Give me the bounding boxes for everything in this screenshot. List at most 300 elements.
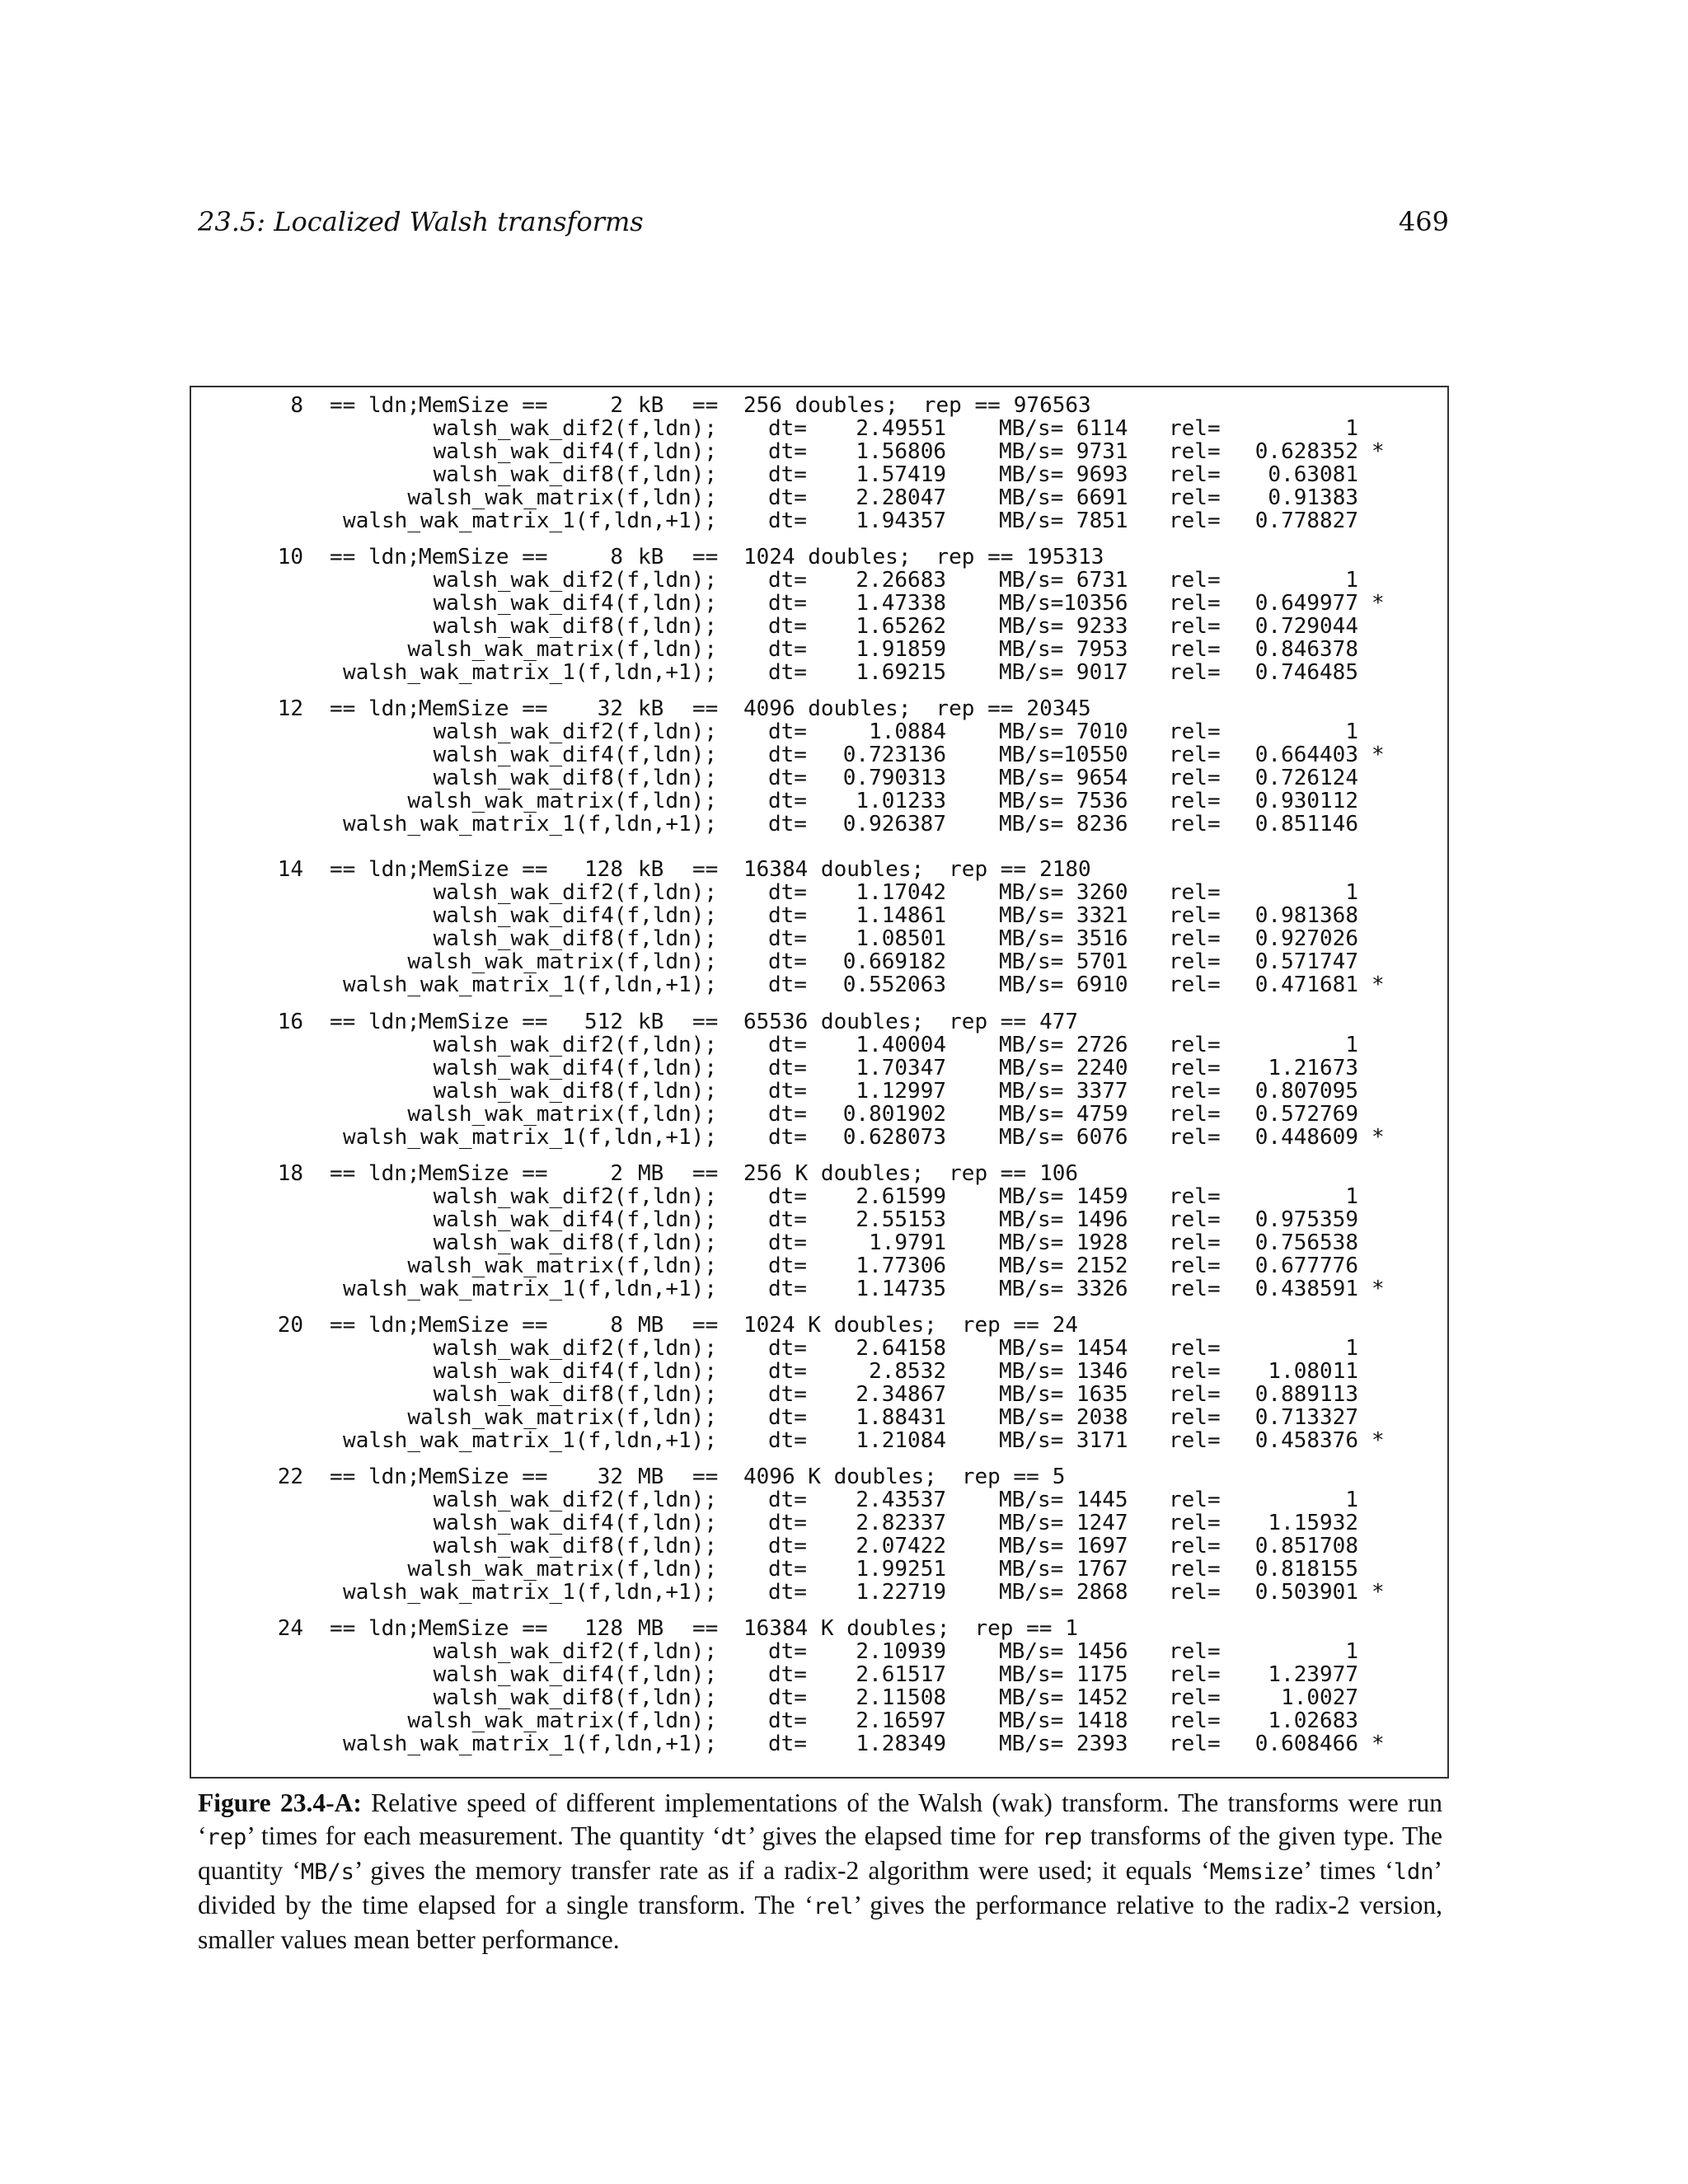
rel-label: rel= [1169,1428,1221,1453]
rel-value: 0.930112 [1254,789,1358,813]
memsize-value: 32 [597,696,623,721]
rel-value: 0.807095 [1254,1079,1358,1104]
dt-value: 1.40004 [856,1033,946,1057]
ldn-label: == ldn; [330,1313,420,1338]
function-call: walsh_wak_matrix(f,ldn); [407,1557,717,1582]
timing-row [191,1663,1447,1686]
block-header [191,1617,1447,1640]
memsize-value: 8 [610,545,623,569]
timing-row [191,927,1447,950]
rel-value: 0.438591 [1254,1277,1358,1301]
mbs-value: MB/s= 2726 [999,1033,1128,1057]
mbs-value: MB/s= 6731 [999,568,1128,593]
function-call: walsh_wak_dif4(f,ldn); [433,591,717,616]
memsize-unit: MB [638,1616,664,1641]
rel-value: 0.63081 [1268,462,1358,487]
rel-label: rel= [1169,1056,1221,1080]
mbs-value: MB/s= 1459 [999,1184,1128,1209]
rel-value: 0.677776 [1254,1254,1358,1278]
function-call: walsh_wak_dif4(f,ldn); [433,439,717,464]
function-call: walsh_wak_dif4(f,ldn); [433,743,717,767]
equals-label: == [692,1465,719,1489]
equals-label: == [692,393,719,418]
caption-text-7: ’ divided by the time elapsed for a single transform. The ‘ [198,1856,1442,1919]
timing-row [191,1535,1447,1558]
rel-label: rel= [1169,439,1221,464]
dt-label: dt= [768,1382,807,1407]
function-call: walsh_wak_dif8(f,ldn); [433,1230,717,1255]
ldn-label: == ldn; [330,1010,420,1034]
dt-value: 1.88431 [856,1405,946,1430]
function-call: walsh_wak_dif8(f,ldn); [433,1382,717,1407]
rel-value: 0.756538 [1254,1230,1358,1255]
rel-label: rel= [1169,1685,1221,1710]
doubles-count: 256 K doubles; [743,1161,925,1186]
dt-label: dt= [768,972,807,997]
timing-row [191,1208,1447,1231]
mbs-value: MB/s= 6910 [999,972,1128,997]
equals-label: == [692,1161,719,1186]
mbs-value: MB/s=10550 [999,743,1128,767]
memsize-unit: MB [638,1161,664,1186]
timing-row [191,1277,1447,1301]
function-call: walsh_wak_matrix_1(f,ldn,+1); [343,972,717,997]
ldn-label: == ldn; [330,1616,420,1641]
rep-label: rep == [949,1010,1027,1034]
mbs-value: MB/s= 2240 [999,1056,1128,1080]
dt-value: 1.12997 [856,1079,946,1104]
timing-row [191,463,1447,486]
dt-value: 1.69215 [856,660,946,685]
rel-label: rel= [1169,1230,1221,1255]
dt-value: 1.28349 [856,1732,946,1756]
rel-label: rel= [1169,1708,1221,1733]
timing-row [191,1080,1447,1103]
dt-value: 2.11508 [856,1685,946,1710]
memsize-unit: MB [638,1313,664,1338]
function-call: walsh_wak_dif2(f,ldn); [433,1336,717,1361]
rel-label: rel= [1169,743,1221,767]
timing-row [191,904,1447,927]
dt-label: dt= [768,568,807,593]
rep-value: 976563 [1013,393,1091,418]
memsize-unit: MB [638,1465,664,1489]
function-call: walsh_wak_dif2(f,ldn); [433,1033,717,1057]
page-number: 469 [1398,206,1449,237]
function-call: walsh_wak_matrix_1(f,ldn,+1); [343,1428,717,1453]
mbs-value: MB/s= 1767 [999,1557,1128,1582]
dt-label: dt= [768,1207,807,1232]
memsize-value: 128 [584,857,623,882]
function-call: walsh_wak_dif8(f,ldn); [433,1079,717,1104]
dt-label: dt= [768,1580,807,1605]
rel-value: 1.15932 [1268,1511,1358,1535]
mbs-value: MB/s= 3321 [999,903,1128,928]
dt-label: dt= [768,591,807,616]
rel-label: rel= [1169,637,1221,662]
caption-code-dt: dt [720,1825,748,1850]
memsize-value: 32 [597,1465,623,1489]
doubles-count: 1024 doubles; [743,545,912,569]
timing-row [191,973,1447,996]
function-call: walsh_wak_matrix_1(f,ldn,+1); [343,660,717,685]
function-call: walsh_wak_matrix(f,ldn); [407,1405,717,1430]
mbs-value: MB/s= 6114 [999,416,1128,441]
mbs-value: MB/s= 2038 [999,1405,1128,1430]
dt-label: dt= [768,1056,807,1080]
rel-value: 0.571747 [1254,949,1358,974]
rel-label: rel= [1169,1511,1221,1535]
best-marker: * [1372,1277,1385,1301]
rel-value: 1.23977 [1268,1662,1358,1687]
function-call: walsh_wak_dif2(f,ldn); [433,719,717,744]
memsize-label: MemSize == [419,1616,548,1641]
best-marker: * [1372,1580,1385,1605]
timing-row [191,1429,1447,1452]
dt-label: dt= [768,1557,807,1582]
block-header [191,546,1447,569]
function-call: walsh_wak_matrix(f,ldn); [407,789,717,813]
caption-text-6: ’ times ‘ [1303,1856,1394,1885]
timing-row [191,592,1447,615]
dt-label: dt= [768,1336,807,1361]
rep-label: rep == [949,1161,1027,1186]
rel-value: 0.746485 [1254,660,1358,685]
function-call: walsh_wak_dif4(f,ldn); [433,1359,717,1384]
dt-value: 1.70347 [856,1056,946,1080]
rel-value: 0.713327 [1254,1405,1358,1430]
mbs-value: MB/s= 1635 [999,1382,1128,1407]
running-head [198,206,1449,237]
block-header [191,394,1447,417]
memsize-value: 512 [584,1010,623,1034]
timing-row [191,615,1447,638]
function-call: walsh_wak_matrix_1(f,ldn,+1); [343,1580,717,1605]
timing-row [191,1511,1447,1535]
function-call: walsh_wak_dif2(f,ldn); [433,1639,717,1664]
rel-label: rel= [1169,1207,1221,1232]
rel-value: 1.02683 [1268,1708,1358,1733]
equals-label: == [692,545,719,569]
mbs-value: MB/s= 9017 [999,660,1128,685]
function-call: walsh_wak_dif8(f,ldn); [433,462,717,487]
dt-label: dt= [768,880,807,905]
dt-label: dt= [768,1359,807,1384]
rel-value: 0.889113 [1254,1382,1358,1407]
rel-value: 1.08011 [1268,1359,1358,1384]
dt-label: dt= [768,1708,807,1733]
rep-value: 24 [1052,1313,1079,1338]
function-call: walsh_wak_dif4(f,ldn); [433,1207,717,1232]
dt-value: 0.790313 [842,766,946,790]
timing-row [191,1709,1447,1732]
timing-row [191,1103,1447,1126]
caption-code-memsize: Memsize [1209,1859,1304,1885]
dt-label: dt= [768,1102,807,1127]
dt-value: 1.0884 [869,719,946,744]
dt-value: 1.65262 [856,614,946,639]
mbs-value: MB/s= 1247 [999,1511,1128,1535]
rel-label: rel= [1169,1488,1221,1512]
block-header [191,1010,1447,1033]
rep-value: 477 [1039,1010,1079,1034]
rel-label: rel= [1169,614,1221,639]
rel-value: 0.851708 [1254,1534,1358,1558]
function-call: walsh_wak_dif2(f,ldn); [433,416,717,441]
dt-value: 0.669182 [842,949,946,974]
timing-row [191,1033,1447,1057]
rel-label: rel= [1169,1382,1221,1407]
mbs-value: MB/s= 6691 [999,485,1128,510]
rel-label: rel= [1169,485,1221,510]
mbs-value: MB/s= 1418 [999,1708,1128,1733]
block-header [191,1314,1447,1337]
equals-label: == [692,1010,719,1034]
rel-label: rel= [1169,766,1221,790]
ldn-value: 24 [277,1616,303,1641]
equals-label: == [692,1313,719,1338]
ldn-label: == ldn; [330,857,420,882]
dt-value: 1.17042 [856,880,946,905]
mbs-value: MB/s= 1496 [999,1207,1128,1232]
mbs-value: MB/s= 9731 [999,439,1128,464]
mbs-value: MB/s=10356 [999,591,1128,616]
rep-value: 195313 [1026,545,1104,569]
timing-row [191,1231,1447,1254]
rel-label: rel= [1169,1184,1221,1209]
mbs-value: MB/s= 1175 [999,1662,1128,1687]
mbs-value: MB/s= 4759 [999,1102,1128,1127]
rel-value: 0.471681 [1254,972,1358,997]
mbs-value: MB/s= 3171 [999,1428,1128,1453]
function-call: walsh_wak_matrix(f,ldn); [407,949,717,974]
rel-label: rel= [1169,972,1221,997]
rep-label: rep == [922,393,1001,418]
rel-label: rel= [1169,1033,1221,1057]
dt-label: dt= [768,949,807,974]
function-call: walsh_wak_dif4(f,ldn); [433,1511,717,1535]
dt-label: dt= [768,1428,807,1453]
rel-value: 0.91383 [1268,485,1358,510]
rel-value: 1 [1345,1639,1358,1664]
equals-label: == [692,696,719,721]
rep-label: rep == [935,696,1014,721]
rel-label: rel= [1169,1557,1221,1582]
dt-value: 1.94357 [856,509,946,533]
mbs-value: MB/s= 1928 [999,1230,1128,1255]
memsize-unit: kB [638,1010,664,1034]
memsize-value: 8 [610,1313,623,1338]
memsize-value: 128 [584,1616,623,1641]
rel-label: rel= [1169,1639,1221,1664]
dt-label: dt= [768,743,807,767]
ldn-value: 18 [277,1161,303,1186]
rep-label: rep == [949,857,1027,882]
function-call: walsh_wak_dif8(f,ldn); [433,766,717,790]
rel-label: rel= [1169,789,1221,813]
dt-label: dt= [768,903,807,928]
rel-label: rel= [1169,509,1221,533]
rel-value: 0.608466 [1254,1732,1358,1756]
mbs-value: MB/s= 8236 [999,812,1128,837]
dt-label: dt= [768,439,807,464]
mbs-value: MB/s= 2868 [999,1580,1128,1605]
timing-row [191,638,1447,661]
function-call: walsh_wak_matrix_1(f,ldn,+1); [343,1732,717,1756]
equals-label: == [692,1616,719,1641]
dt-value: 2.82337 [856,1511,946,1535]
ldn-label: == ldn; [330,545,420,569]
rel-value: 1 [1345,1184,1358,1209]
memsize-label: MemSize == [419,545,548,569]
rel-value: 0.778827 [1254,509,1358,533]
rel-value: 1 [1345,416,1358,441]
doubles-count: 16384 K doubles; [743,1616,950,1641]
ldn-value: 22 [277,1465,303,1489]
rep-label: rep == [935,545,1014,569]
function-call: walsh_wak_dif2(f,ldn); [433,1184,717,1209]
function-call: walsh_wak_dif2(f,ldn); [433,1488,717,1512]
ldn-value: 14 [277,857,303,882]
dt-label: dt= [768,637,807,662]
rel-label: rel= [1169,1079,1221,1104]
dt-value: 1.14735 [856,1277,946,1301]
dt-label: dt= [768,660,807,685]
rel-label: rel= [1169,719,1221,744]
dt-value: 1.47338 [856,591,946,616]
memsize-label: MemSize == [419,696,548,721]
dt-label: dt= [768,719,807,744]
timing-row [191,1360,1447,1383]
dt-value: 1.91859 [856,637,946,662]
dt-value: 1.08501 [856,926,946,951]
dt-value: 1.14861 [856,903,946,928]
timing-row [191,1732,1447,1755]
rel-value: 0.448609 [1254,1125,1358,1150]
block-header [191,858,1447,881]
rel-label: rel= [1169,1125,1221,1150]
dt-label: dt= [768,789,807,813]
dt-value: 2.55153 [856,1207,946,1232]
rel-value: 0.726124 [1254,766,1358,790]
dt-value: 1.21084 [856,1428,946,1453]
dt-label: dt= [768,614,807,639]
best-marker: * [1372,591,1385,616]
timing-row [191,950,1447,973]
dt-label: dt= [768,1079,807,1104]
rel-value: 0.503901 [1254,1580,1358,1605]
rel-label: rel= [1169,1732,1221,1756]
mbs-value: MB/s= 3326 [999,1277,1128,1301]
rel-label: rel= [1169,1277,1221,1301]
timing-row [191,1488,1447,1511]
rel-value: 1.21673 [1268,1056,1358,1080]
dt-value: 1.57419 [856,462,946,487]
dt-value: 0.552063 [842,972,946,997]
timing-row [191,813,1447,836]
dt-value: 0.628073 [842,1125,946,1150]
mbs-value: MB/s= 2152 [999,1254,1128,1278]
memsize-label: MemSize == [419,1010,548,1034]
rel-label: rel= [1169,1405,1221,1430]
dt-label: dt= [768,462,807,487]
rel-label: rel= [1169,812,1221,837]
caption-code-rel: rel [813,1894,854,1919]
dt-label: dt= [768,1184,807,1209]
timing-row [191,881,1447,904]
ldn-value: 16 [277,1010,303,1034]
mbs-value: MB/s= 3260 [999,880,1128,905]
timing-row [191,661,1447,684]
rel-label: rel= [1169,1534,1221,1558]
memsize-label: MemSize == [419,393,548,418]
caption-text-2: ’ times for each measurement. The quantity ‘ [246,1821,721,1850]
rel-value: 1 [1345,719,1358,744]
rel-label: rel= [1169,880,1221,905]
mbs-value: MB/s= 9654 [999,766,1128,790]
timing-row [191,1185,1447,1208]
dt-label: dt= [768,1639,807,1664]
dt-label: dt= [768,1732,807,1756]
timing-row [191,1581,1447,1604]
dt-label: dt= [768,1488,807,1512]
rep-value: 2180 [1039,857,1091,882]
memsize-unit: kB [638,393,664,418]
mbs-value: MB/s= 7953 [999,637,1128,662]
ldn-value: 20 [277,1313,303,1338]
dt-value: 2.61517 [856,1662,946,1687]
function-call: walsh_wak_matrix(f,ldn); [407,1708,717,1733]
rep-label: rep == [974,1616,1053,1641]
memsize-value: 2 [610,1161,623,1186]
dt-label: dt= [768,1125,807,1150]
mbs-value: MB/s= 3377 [999,1079,1128,1104]
timing-row [191,766,1447,790]
rel-label: rel= [1169,568,1221,593]
rel-value: 0.628352 [1254,439,1358,464]
timing-row [191,1126,1447,1149]
function-call: walsh_wak_matrix_1(f,ldn,+1); [343,1125,717,1150]
dt-label: dt= [768,812,807,837]
dt-label: dt= [768,1277,807,1301]
doubles-count: 4096 doubles; [743,696,912,721]
rep-value: 20345 [1026,696,1091,721]
block-header [191,697,1447,720]
rel-value: 0.664403 [1254,743,1358,767]
dt-value: 1.01233 [856,789,946,813]
doubles-count: 16384 doubles; [743,857,925,882]
memsize-label: MemSize == [419,1161,548,1186]
doubles-count: 1024 K doubles; [743,1313,937,1338]
dt-value: 1.56806 [856,439,946,464]
dt-label: dt= [768,1685,807,1710]
benchmark-figure [190,386,1449,1779]
rel-label: rel= [1169,949,1221,974]
dt-label: dt= [768,1033,807,1057]
memsize-unit: kB [638,545,664,569]
rel-label: rel= [1169,1580,1221,1605]
ldn-label: == ldn; [330,1465,420,1489]
caption-text-4: transforms of the given type. The quantity ‘ [198,1821,1442,1885]
ldn-label: == ldn; [330,393,420,418]
dt-value: 1.22719 [856,1580,946,1605]
ldn-label: == ldn; [330,696,420,721]
mbs-value: MB/s= 1346 [999,1359,1128,1384]
ldn-label: == ldn; [330,1161,420,1186]
timing-row [191,1640,1447,1663]
rel-label: rel= [1169,660,1221,685]
timing-row [191,1686,1447,1709]
